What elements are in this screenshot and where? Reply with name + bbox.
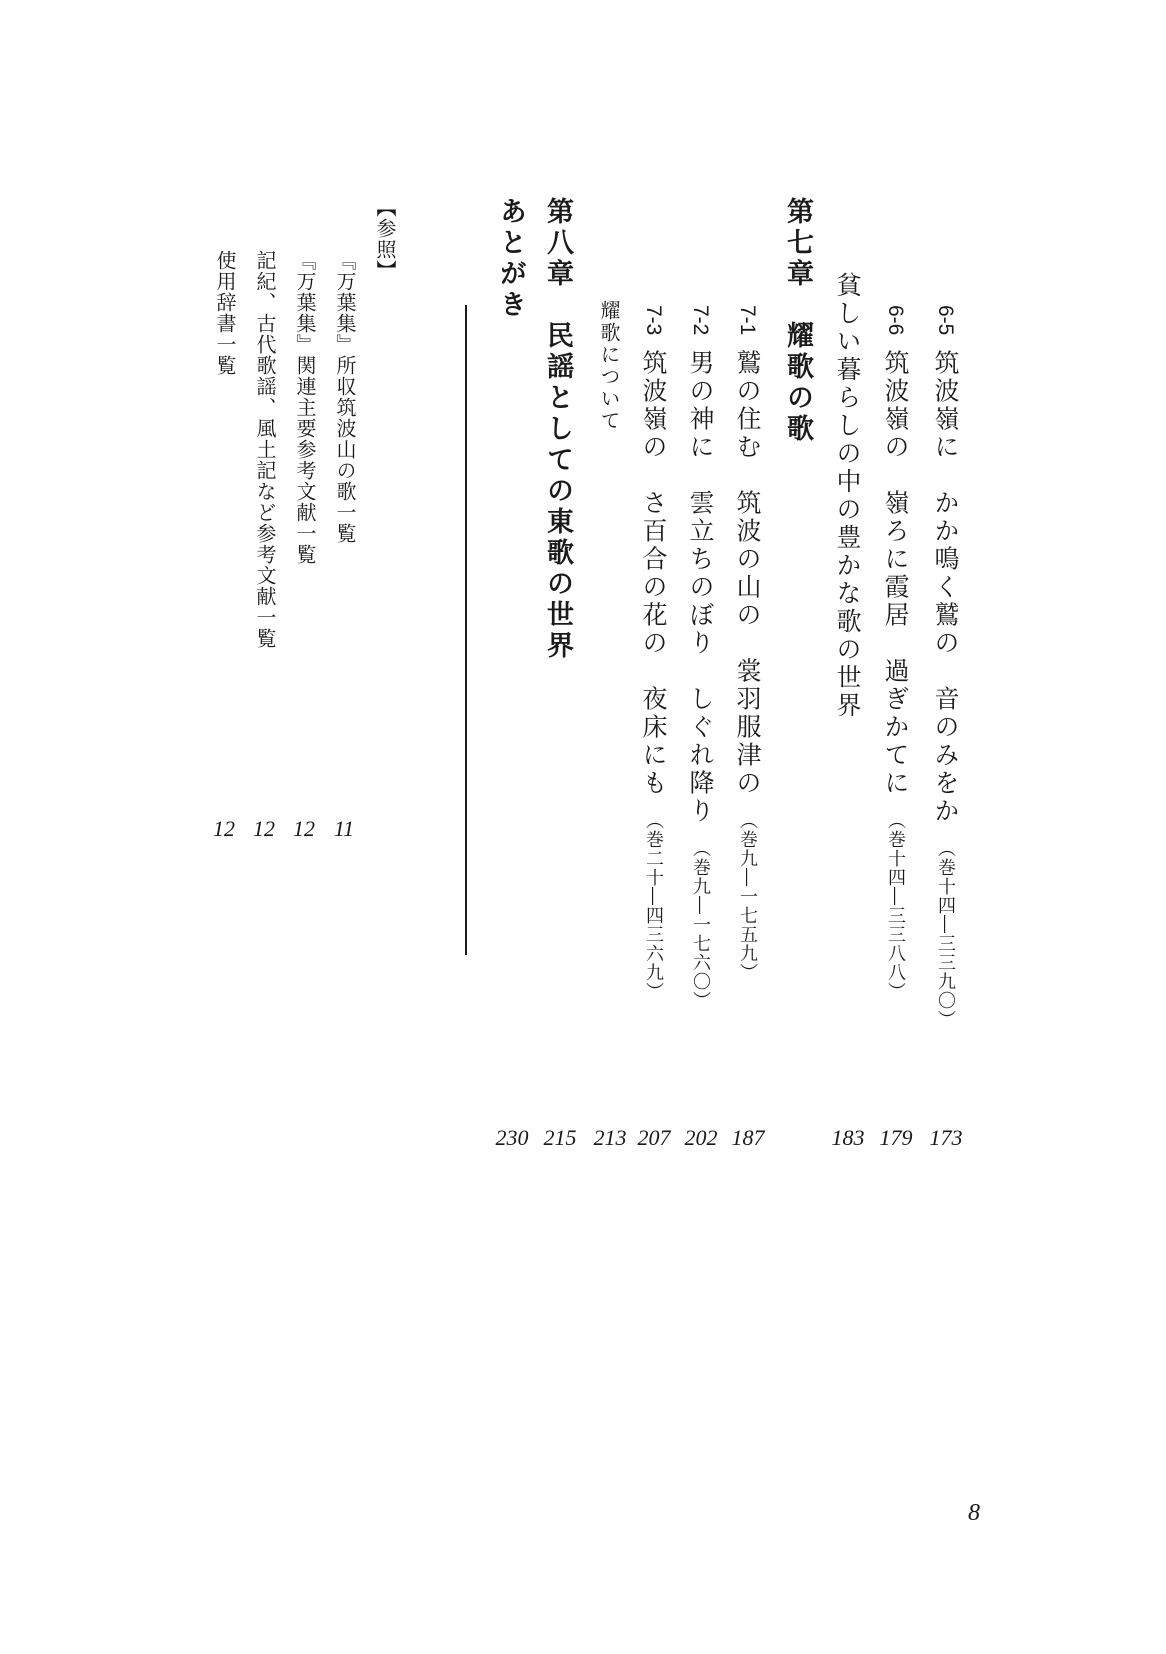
toc-entry-kagai-note[interactable] <box>592 300 626 432</box>
entry-title: 貧しい暮らしの中の豊かな歌の世界 <box>833 272 862 720</box>
entry-reference: （巻九―一七六〇） <box>690 839 711 1011</box>
toc-entry-7-1[interactable] <box>730 305 764 982</box>
entry-title: 男の神に 雲立ちのぼり しぐれ降り <box>686 349 715 826</box>
entry-title: 『万葉集』関連主要参考文献一覧 <box>293 250 317 565</box>
entry-title: 使用辞書一覧 <box>213 250 237 376</box>
entry-reference: （巻十四―三三九〇） <box>935 839 956 1030</box>
entry-number: 6-6 <box>884 305 907 336</box>
entry-number: 7-2 <box>689 305 712 336</box>
entry-number: 6-5 <box>934 305 957 336</box>
chapter-title: 第八章 民謡としての東歌の世界 <box>542 197 573 662</box>
entry-title: 鷲の住む 筑波の山の 裳羽服津の <box>733 349 762 798</box>
entry-reference: （巻九―一七五九） <box>737 811 758 983</box>
toc-entry-7-3[interactable] <box>636 305 670 1001</box>
folio-page-number: 8 <box>968 1500 980 1526</box>
toc-entry-essay[interactable] <box>830 272 864 720</box>
entry-title: 『万葉集』所収筑波山の歌一覧 <box>333 250 357 544</box>
reference-entry-4[interactable] <box>208 250 242 376</box>
page-number: 213 <box>593 1125 627 1150</box>
page-number: 215 <box>543 1125 577 1150</box>
page-number: 12 <box>253 816 275 841</box>
section-title: 【参照】 <box>373 197 397 281</box>
reference-entry-1[interactable] <box>328 250 362 544</box>
entry-title: 記紀、古代歌謡、風土記など参考文献一覧 <box>253 250 277 649</box>
entry-number: 7-3 <box>642 305 665 336</box>
reference-entry-2[interactable] <box>288 250 322 565</box>
page-number: 183 <box>831 1125 865 1150</box>
page-number: 173 <box>929 1125 963 1150</box>
page-number: 207 <box>637 1125 671 1150</box>
page-number: 179 <box>879 1125 913 1150</box>
reference-section-heading <box>368 197 402 281</box>
entry-reference: （巻二十―四三六九） <box>643 811 664 1002</box>
afterword-heading[interactable] <box>493 197 527 321</box>
chapter-7-heading[interactable] <box>780 197 814 445</box>
reference-entry-3[interactable] <box>248 250 282 649</box>
chapter-title: 第七章 耀歌の歌 <box>782 197 813 445</box>
chapter-title: あとがき <box>495 197 526 321</box>
entry-title: 耀歌について <box>597 300 621 432</box>
page-number: 12 <box>213 816 235 841</box>
page-number: 11 <box>333 816 355 841</box>
toc-entry-7-2[interactable] <box>683 305 717 1010</box>
page-number: 12 <box>293 816 315 841</box>
section-divider <box>465 305 467 955</box>
entry-title: 筑波嶺の さ百合の花の 夜床にも <box>639 349 668 798</box>
entry-number: 7-1 <box>736 305 759 336</box>
entry-reference: （巻十四―三三八八） <box>885 811 906 1002</box>
page-number: 230 <box>495 1125 529 1150</box>
entry-title: 筑波嶺の 嶺ろに霞居 過ぎかてに <box>881 349 910 798</box>
page-number: 202 <box>684 1125 718 1150</box>
page-number: 187 <box>731 1125 765 1150</box>
entry-title: 筑波嶺に かか鳴く鷲の 音のみをか <box>931 349 960 826</box>
chapter-8-heading[interactable] <box>540 197 574 662</box>
toc-entry-6-6[interactable] <box>878 305 912 1001</box>
toc-entry-6-5[interactable] <box>928 305 962 1029</box>
